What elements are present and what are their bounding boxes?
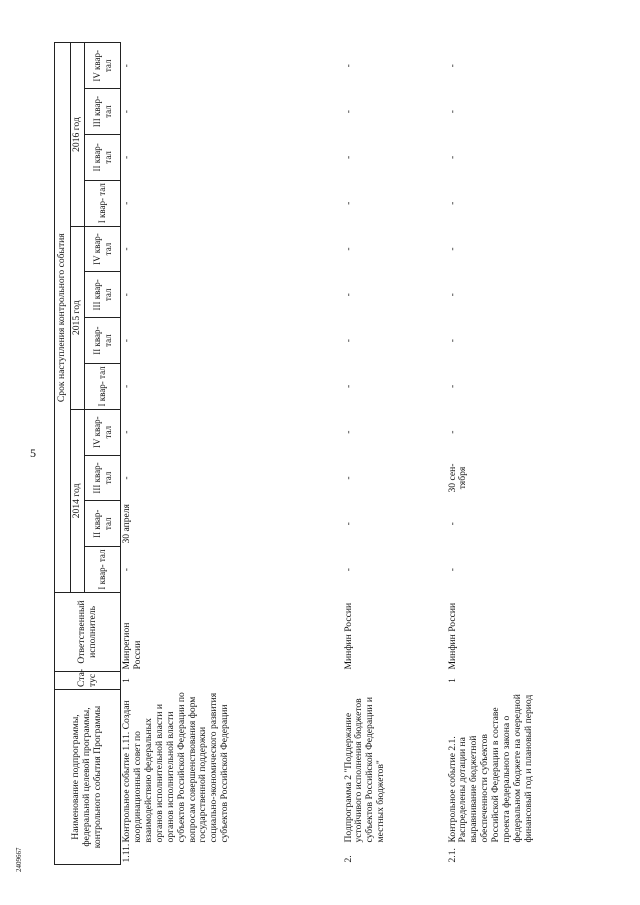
row-name: Контрольное событие 2.1. Распределены дотации на выравнивание бюджетной обеспеченности субъектов Российской Федерации в составе проекта федерального закона о федеральном бюджете на очередной финансовый год и плановый период — [446, 694, 534, 843]
header-quarter: II квар- тал — [85, 501, 121, 547]
row-quarter-cell: - — [342, 110, 354, 114]
table-body — [121, 43, 587, 865]
header-status: Ста- тус — [55, 671, 121, 689]
header-year-2015: 2015 год — [71, 226, 85, 409]
row-quarter-cell: - — [121, 567, 132, 572]
header-executor: Ответственный исполнитель — [55, 592, 121, 671]
control-events-table — [54, 42, 587, 865]
header-quarter: III квар- тал — [85, 272, 121, 318]
row-quarter-cell: - — [342, 430, 354, 434]
row-quarter-cell: - — [121, 476, 132, 480]
row-status: 1 — [121, 678, 132, 683]
row-executor: Минрегион России — [121, 622, 143, 670]
row-quarter-cell: - — [446, 64, 458, 68]
row-quarter-cell: - — [342, 155, 354, 160]
header-name: Наименование подпрограммы, федеральной целевой программы, контрольного события Программы — [55, 689, 121, 864]
row-quarter-cell: - — [342, 247, 354, 251]
document-code: 2409667 — [15, 847, 23, 872]
row-quarter-cell: - — [121, 384, 132, 388]
row-quarter-cell: - — [121, 247, 132, 251]
table-row — [343, 43, 447, 865]
row-quarter-cell: - — [446, 339, 458, 343]
row-quarter-cell: - — [121, 201, 132, 205]
row-quarter-cell: - — [342, 293, 354, 297]
row-quarter-cell: - — [446, 522, 458, 526]
row-quarter-cell: - — [446, 430, 458, 434]
row-quarter-cell: - — [446, 293, 458, 297]
row-quarter-cell: - — [446, 384, 458, 388]
header-quarter: II квар- тал — [85, 135, 121, 181]
row-quarter-cell: - — [121, 64, 132, 68]
row-quarter-cell: - — [342, 476, 354, 480]
page-number: 5 — [30, 446, 36, 460]
row-status — [343, 671, 447, 689]
row-quarter-cell: - — [342, 201, 354, 205]
row-executor: Минфин России — [342, 602, 354, 670]
row-name: Контрольное событие 1.11. Создан координационный совет по взаимодействию федеральных органов исполнительной власти и органов исполнительной власти субъектов Российской Федерации по вопросам совершенствования форм государственной поддержки социально-экономического развития субъектов Российской Федерации — [121, 692, 231, 843]
row-quarter-cell: - — [446, 110, 458, 114]
row-quarter-cell: - — [342, 384, 354, 388]
header-year-2016: 2016 год — [71, 43, 85, 226]
row-quarter-cell: - — [121, 430, 132, 434]
row-number: 1.11. — [121, 843, 132, 863]
row-quarter-cell: - — [121, 110, 132, 114]
header-deadline: Срок наступления контрольного события — [55, 43, 71, 593]
row-quarter-cell: - — [446, 155, 458, 160]
row-quarter-cell: 30 сен- тября — [446, 463, 469, 493]
row-name: Подпрограмма 2 "Поддержание устойчивого исполнения бюджетов субъектов Российской Федерации и местных бюджетов" — [342, 696, 387, 843]
row-quarter-cell: - — [342, 64, 354, 68]
row-number: 2.1. — [446, 848, 458, 863]
row-quarter-cell: - — [446, 567, 458, 572]
header-quarter: IV квар- тал — [85, 226, 121, 272]
row-quarter-cell: 30 апреля — [121, 504, 132, 544]
header-quarter: III квар- тал — [85, 455, 121, 501]
row-quarter-cell: - — [121, 155, 132, 160]
table-row — [447, 43, 587, 865]
header-quarter: III квар- тал — [85, 89, 121, 135]
header-quarter: I квар- тал — [85, 364, 121, 410]
row-status: 1 — [446, 678, 458, 683]
header-quarter: IV квар- тал — [85, 43, 121, 89]
table-row — [121, 43, 343, 865]
header-quarter: I квар- тал — [85, 547, 121, 593]
header-quarter: IV квар- тал — [85, 409, 121, 455]
row-number: 2. — [342, 855, 354, 863]
row-quarter-cell: - — [446, 247, 458, 251]
header-quarter: II квар- тал — [85, 318, 121, 364]
row-quarter-cell: - — [342, 567, 354, 572]
row-quarter-cell: - — [342, 339, 354, 343]
row-quarter-cell: - — [342, 522, 354, 526]
row-executor: Минфин России — [446, 602, 458, 670]
row-quarter-cell: - — [446, 201, 458, 205]
row-quarter-cell: - — [121, 339, 132, 343]
header-quarter: I квар- тал — [85, 180, 121, 226]
header-year-2014: 2014 год — [71, 409, 85, 592]
row-quarter-cell: - — [121, 293, 132, 297]
